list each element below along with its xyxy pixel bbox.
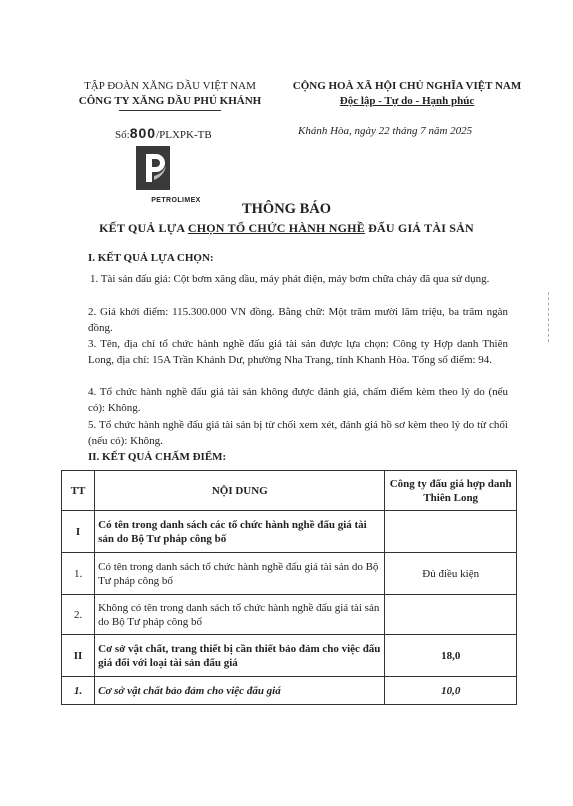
document-subtitle: KẾT QUẢ LỰA CHỌN TỔ CHỨC HÀNH NGHỀ ĐẤU GIÁ TÀI SẢN bbox=[99, 221, 474, 235]
issue-date: Khánh Hòa, ngày 22 tháng 7 năm 2025 bbox=[298, 125, 473, 137]
national-motto-block bbox=[272, 79, 542, 109]
issuer-underline bbox=[119, 110, 221, 111]
petrolimex-logo bbox=[126, 146, 226, 204]
table-row bbox=[62, 635, 517, 677]
petrolimex-logo-mark-icon bbox=[126, 146, 180, 190]
row-number: 1. bbox=[62, 553, 95, 595]
row-content: Có tên trong danh sách các tổ chức hành nghề đấu giá tài sản do Bộ Tư pháp công bố bbox=[95, 511, 385, 553]
section-1-heading: I. KẾT QUẢ LỰA CHỌN: bbox=[88, 252, 214, 264]
section-2-heading: II. KẾT QUẢ CHẤM ĐIỂM: bbox=[88, 451, 227, 463]
margin-seal-mark bbox=[548, 292, 573, 342]
row-value: Đủ điều kiện bbox=[385, 553, 517, 595]
table-row bbox=[62, 595, 517, 635]
national-motto: Độc lập - Tự do - Hạnh phúc bbox=[339, 95, 475, 107]
section-1-item-5: 5. Tổ chức hành nghề đấu giá tài sản bị từ chối xem xét, đánh giá hồ sơ kèm theo lý do từ chối (nếu có): Không. bbox=[88, 419, 508, 447]
section-1-item-2: 2. Giá khởi điểm: 115.300.000 VN đồng. Bằng chữ: Một trăm mười lăm triệu, ba trăm ngàn đồng. bbox=[88, 306, 508, 334]
row-value bbox=[385, 595, 517, 635]
column-header-content: NỘI DUNG bbox=[95, 471, 385, 511]
column-header-company: Công ty đấu giá hợp danh Thiên Long bbox=[385, 471, 517, 511]
table-row bbox=[62, 553, 517, 595]
section-1-item-4: 4. Tổ chức hành nghề đấu giá tài sản không được đánh giá, chấm điểm kèm theo lý do (nếu có): Không. bbox=[88, 386, 508, 414]
table-row bbox=[62, 511, 517, 553]
table-header-row bbox=[62, 471, 517, 511]
parent-org-name: TẬP ĐOÀN XĂNG DẦU VIỆT NAM bbox=[84, 80, 256, 92]
row-content: Có tên trong danh sách tổ chức hành nghề đấu giá tài sản do Bộ Tư pháp công bố bbox=[95, 553, 385, 595]
row-value: 10,0 bbox=[385, 677, 517, 705]
document-number-prefix: Số: bbox=[115, 129, 130, 141]
row-content: Cơ sở vật chất bảo đảm cho việc đấu giá bbox=[95, 677, 385, 705]
row-content: Không có tên trong danh sách tổ chức hành nghề đấu giá tài sản do Bộ Tư pháp công bố bbox=[95, 595, 385, 635]
scoring-table bbox=[61, 470, 517, 705]
column-header-tt: TT bbox=[62, 471, 95, 511]
section-1-item-1: 1. Tài sản đấu giá: Cột bơm xăng dầu, máy phát điện, máy bơm chữa cháy đã qua sử dụng. bbox=[90, 273, 490, 285]
row-value bbox=[385, 511, 517, 553]
document-number-suffix: /PLXPK-TB bbox=[156, 129, 212, 141]
table-row bbox=[62, 677, 517, 705]
document-number-value: 800 bbox=[129, 125, 157, 141]
company-name: CÔNG TY XĂNG DẦU PHÚ KHÁNH bbox=[78, 95, 262, 107]
row-number: II bbox=[62, 635, 95, 677]
logo-brand-text: PETROLIMEX bbox=[151, 197, 201, 204]
row-number: I bbox=[62, 511, 95, 553]
row-value: 18,0 bbox=[385, 635, 517, 677]
row-number: 2. bbox=[62, 595, 95, 635]
section-1-item-3: 3. Tên, địa chỉ tổ chức hành nghề đấu giá tài sản được lựa chọn: Công ty Hợp danh Thiên Long, địa chỉ: 15A Trần Khánh Dư, phường Nha Trang, tỉnh Khanh Hòa. Tổng số điểm: 94. bbox=[88, 338, 508, 366]
document-title: THÔNG BÁO bbox=[241, 201, 332, 217]
issuer-block bbox=[70, 79, 270, 111]
document-number bbox=[115, 125, 212, 141]
row-number: 1. bbox=[62, 677, 95, 705]
row-content: Cơ sở vật chất, trang thiết bị cần thiết bảo đảm cho việc đấu giá đối với loại tài sản đấu giá bbox=[95, 635, 385, 677]
nation-name: CỘNG HOÀ XÃ HỘI CHỦ NGHĨA VIỆT NAM bbox=[292, 80, 522, 92]
